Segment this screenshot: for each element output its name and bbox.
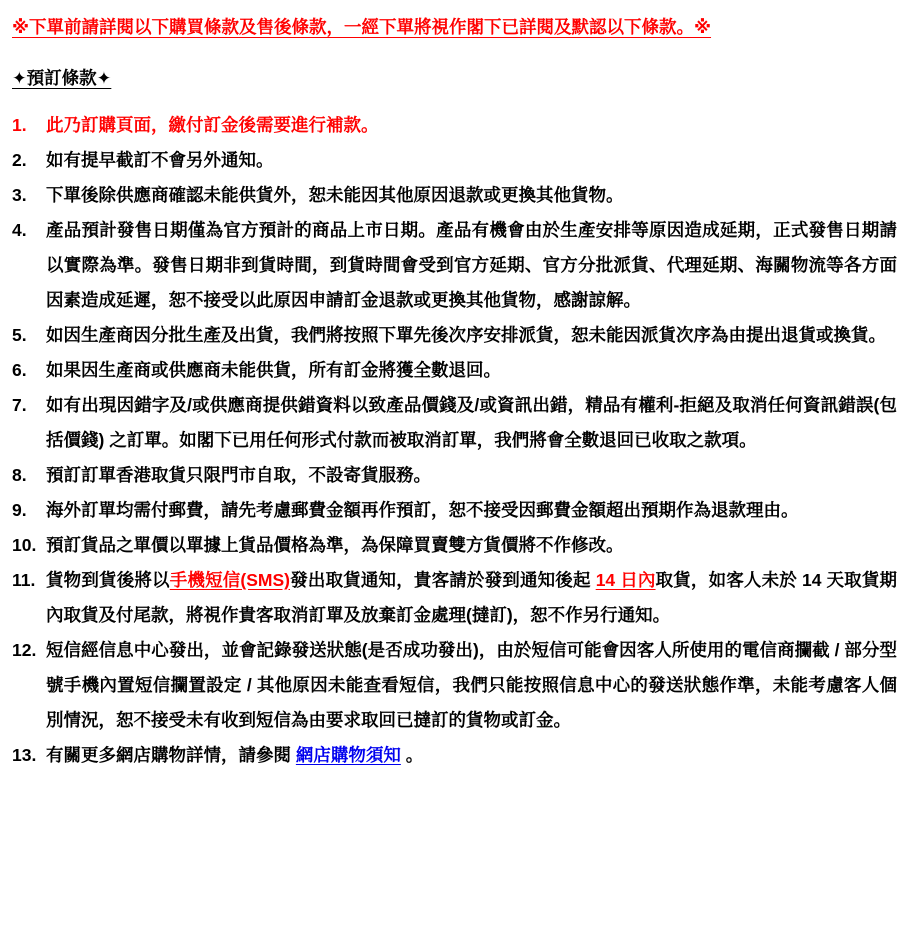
term-segment: 。: [400, 745, 424, 765]
term-number: 7.: [12, 395, 27, 415]
term-text: 如有提早截訂不會另外通知。: [46, 150, 274, 170]
term-text: 預訂訂單香港取貨只限門市自取，不設寄貨服務。: [46, 465, 431, 485]
term-text: [46, 738, 897, 773]
terms-list: [12, 108, 897, 773]
section-title-preorder-terms: ✦預訂條款✦: [12, 68, 112, 88]
term-item-10: [12, 528, 897, 563]
term-item-2: [12, 143, 897, 178]
shop-guide-link[interactable]: 網店購物須知: [295, 745, 401, 765]
term-text: 如因生產商因分批生產及出貨，我們將按照下單先後次序安排派貨，恕未能因派貨次序為由提出退貨或換貨。: [46, 325, 886, 345]
term-segment: 發出取貨通知，貴客請於發到通知後起: [290, 570, 596, 590]
pickup-deadline-emphasis: 14 日內: [595, 570, 656, 590]
term-item-13: [12, 738, 897, 773]
term-item-12: [12, 633, 897, 738]
term-item-6: [12, 353, 897, 388]
term-item-4: [12, 213, 897, 318]
term-segment: 貨物到貨後將以: [46, 570, 170, 590]
term-item-1: [12, 108, 897, 143]
term-item-11: [12, 563, 897, 633]
term-item-7: [12, 388, 897, 458]
term-text: 短信經信息中心發出，並會記錄發送狀態(是否成功發出)，由於短信可能會因客人所使用的電信商攔截 / 部分型號手機內置短信攔置設定 / 其他原因未能查看短信，我們只能按照信息中心的發送狀態作準，未能考慮客人個別情況，恕不接受未有收到短信為由要求取回已撻訂的貨物或訂金。: [46, 640, 897, 730]
term-item-8: [12, 458, 897, 493]
term-number: 2.: [12, 150, 27, 170]
term-segment: 有關更多網店購物詳情，請參閱: [46, 745, 296, 765]
term-text: 海外訂單均需付郵費，請先考慮郵費金額再作預訂，恕不接受因郵費金額超出預期作為退款理由。: [46, 500, 799, 520]
section-title-row: [12, 61, 897, 108]
term-text: 如果因生產商或供應商未能供貨，所有訂金將獲全數退回。: [46, 360, 501, 380]
term-number: 9.: [12, 500, 27, 520]
term-text: 下單後除供應商確認未能供貨外，恕未能因其他原因退款或更換其他貨物。: [46, 185, 624, 205]
sms-emphasis: 手機短信(SMS): [169, 570, 291, 590]
term-item-5: [12, 318, 897, 353]
term-number: 4.: [12, 220, 27, 240]
term-number: 3.: [12, 185, 27, 205]
term-number: 10.: [12, 535, 37, 555]
term-text: 預訂貨品之單價以單據上貨品價格為準，為保障買賣雙方貨價將不作修改。: [46, 535, 624, 555]
term-text: 產品預計發售日期僅為官方預計的商品上市日期。產品有機會由於生產安排等原因造成延期，正式發售日期請以實際為準。發售日期非到貨時間，到貨時間會受到官方延期、官方分批派貨、代理延期、海關物流等各方面因素造成延遲，恕不接受以此原因申請訂金退款或更換其他貨物，感謝諒解。: [46, 220, 897, 310]
purchase-notice-header: ※下單前請詳閱以下購買條款及售後條款，一經下單將視作閣下已詳閱及默認以下條款。※: [12, 17, 712, 37]
term-number: 8.: [12, 465, 27, 485]
term-text: 如有出現因錯字及/或供應商提供錯資料以致產品價錢及/或資訊出錯，精品有權利-拒絕及取消任何資訊錯誤(包括價錢) 之訂單。如閣下已用任何形式付款而被取消訂單，我們將會全數退回已收取之款項。: [46, 395, 897, 450]
term-text: [46, 563, 897, 633]
term-number: 13.: [12, 745, 37, 765]
term-number: 1.: [12, 115, 27, 135]
term-item-9: [12, 493, 897, 528]
term-item-3: [12, 178, 897, 213]
term-number: 12.: [12, 640, 37, 660]
term-number: 6.: [12, 360, 27, 380]
term-number: 5.: [12, 325, 27, 345]
term-segment: 取貨，如客人未於 14 天取貨期內取貨及付尾款，將視作貴客取消訂單及放棄訂金處理(撻訂)，恕不作另行通知。: [46, 570, 898, 625]
term-number: 11.: [12, 570, 36, 590]
term-text: 此乃訂購頁面，繳付訂金後需要進行補款。: [46, 115, 379, 135]
